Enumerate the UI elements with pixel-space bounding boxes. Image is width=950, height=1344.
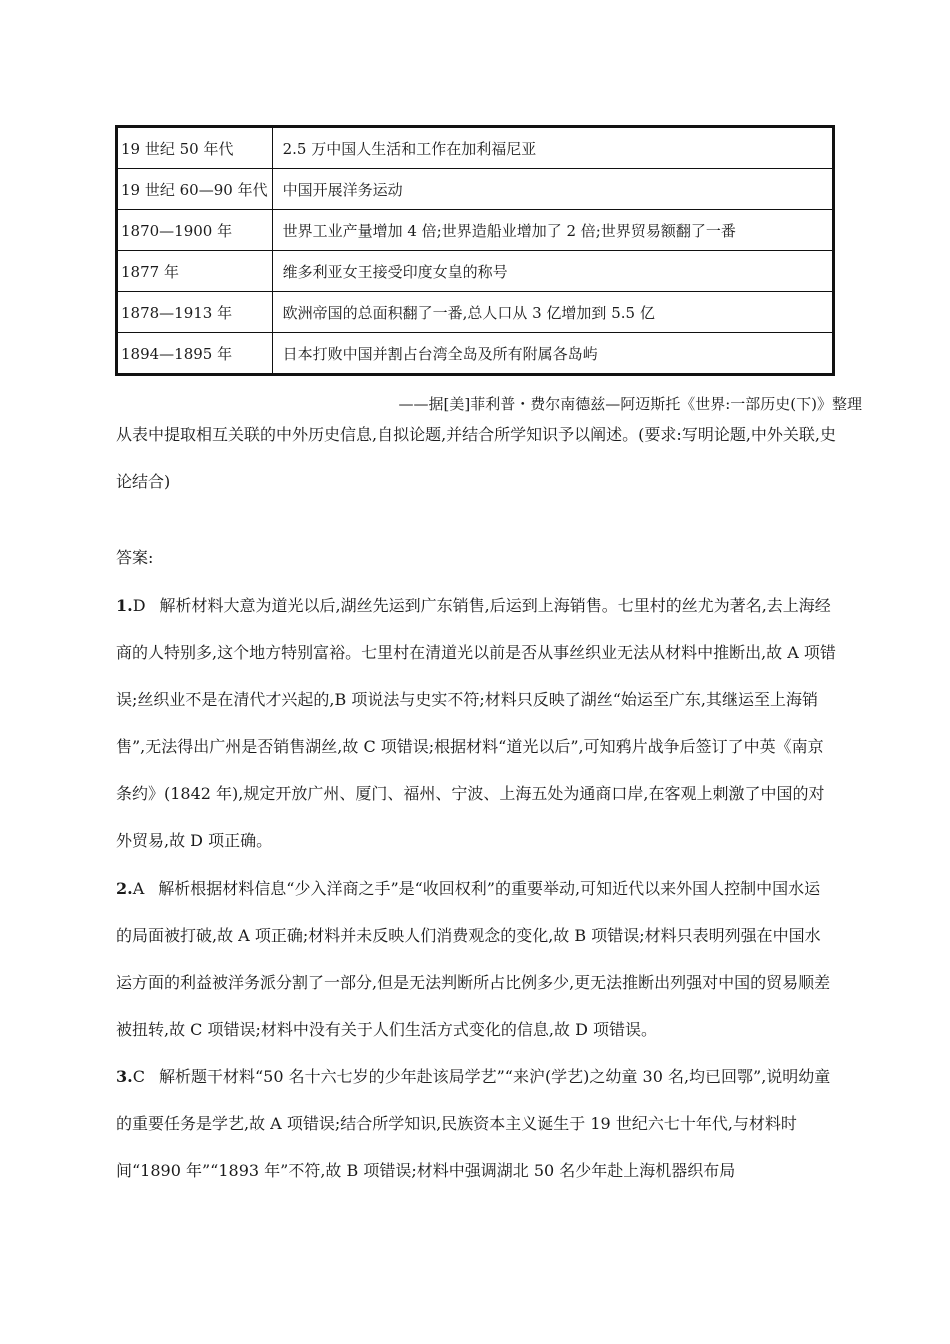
year-cell: 1870—1900 年 [117, 210, 273, 251]
event-cell: 日本打败中国并割占台湾全岛及所有附属各岛屿 [272, 333, 833, 375]
year-cell: 19 世纪 60—90 年代 [117, 169, 273, 210]
answer-number: 2. [116, 879, 133, 898]
answer-label: 答案: [116, 548, 154, 567]
answer-number: 3. [116, 1067, 133, 1086]
table-row [117, 333, 834, 375]
answer-explanation: 解析材料大意为道光以后,湖丝先运到广东销售,后运到上海销售。七里村的丝尤为著名,去上海经商的人特别多,这个地方特别富裕。七里村在清道光以前是否从事丝织业无法从材料中推断出,故 A 项错误;丝织业不是在清代才兴起的,B 项说法与史实不符;材料只反映了湖丝“始运至广东,其继运至上海销售”,无法得出广州是否销售湖丝,故 C 项错误;根据材料“道光以后”,可知鸦片战争后签订了中英《南京条约》(1842 年),规定开放广州、厦门、福州、宁波、上海五处为通商口岸,在客观上刺激了中国的对外贸易,故 D 项正确。 [116, 596, 836, 850]
answer-explanation: 解析题干材料“50 名十六七岁的少年赴该局学艺”“来沪(学艺)之幼童 30 名,均已回鄂”,说明幼童的重要任务是学艺,故 A 项错误;结合所学知识,民族资本主义诞生于 19 世纪六七十年代,与材料时间“1890 年”“1893 年”不符,故 B 项错误;材料中强调湖北 50 名少年赴上海机器织布局 [116, 1067, 831, 1180]
table-row [117, 210, 834, 251]
event-cell: 中国开展洋务运动 [272, 169, 833, 210]
year-cell: 19 世纪 50 年代 [117, 127, 273, 169]
table-row [117, 251, 834, 292]
table-row [117, 127, 834, 169]
event-cell: 世界工业产量增加 4 倍;世界造船业增加了 2 倍;世界贸易额翻了一番 [272, 210, 833, 251]
history-timeline-table [115, 125, 835, 376]
event-cell: 2.5 万中国人生活和工作在加利福尼亚 [272, 127, 833, 169]
event-cell: 欧洲帝国的总面积翻了一番,总人口从 3 亿增加到 5.5 亿 [272, 292, 833, 333]
year-cell: 1894—1895 年 [117, 333, 273, 375]
question-text: 从表中提取相互关联的中外历史信息,自拟论题,并结合所学知识予以阐述。(要求:写明论题,中外关联,史论结合) [116, 425, 836, 491]
answer-key: C [132, 1067, 145, 1086]
source-citation: ——据[美]菲利普・费尔南德兹—阿迈斯托《世界:一部历史(下)》整理 [398, 395, 862, 413]
answer-item [116, 1053, 836, 1194]
answer-key: A [132, 879, 145, 898]
answer-item [116, 865, 836, 1053]
answer-explanation: 解析根据材料信息“少入洋商之手”是“收回权利”的重要举动,可知近代以来外国人控制中国水运的局面被打破,故 A 项正确;材料并未反映人们消费观念的变化,故 B 项错误;材料只表明列强在中国水运方面的利益被洋务派分割了一部分,但是无法判断所占比例多少,更无法推断出列强对中国的贸易顺差被扭转,故 C 项错误;材料中没有关于人们生活方式变化的信息,故 D 项错误。 [116, 879, 831, 1039]
event-cell: 维多利亚女王接受印度女皇的称号 [272, 251, 833, 292]
answer-key: D [132, 596, 146, 615]
year-cell: 1878—1913 年 [117, 292, 273, 333]
year-cell: 1877 年 [117, 251, 273, 292]
table-row [117, 292, 834, 333]
answer-item [116, 582, 836, 864]
answer-number: 1. [116, 596, 133, 615]
table-row [117, 169, 834, 210]
